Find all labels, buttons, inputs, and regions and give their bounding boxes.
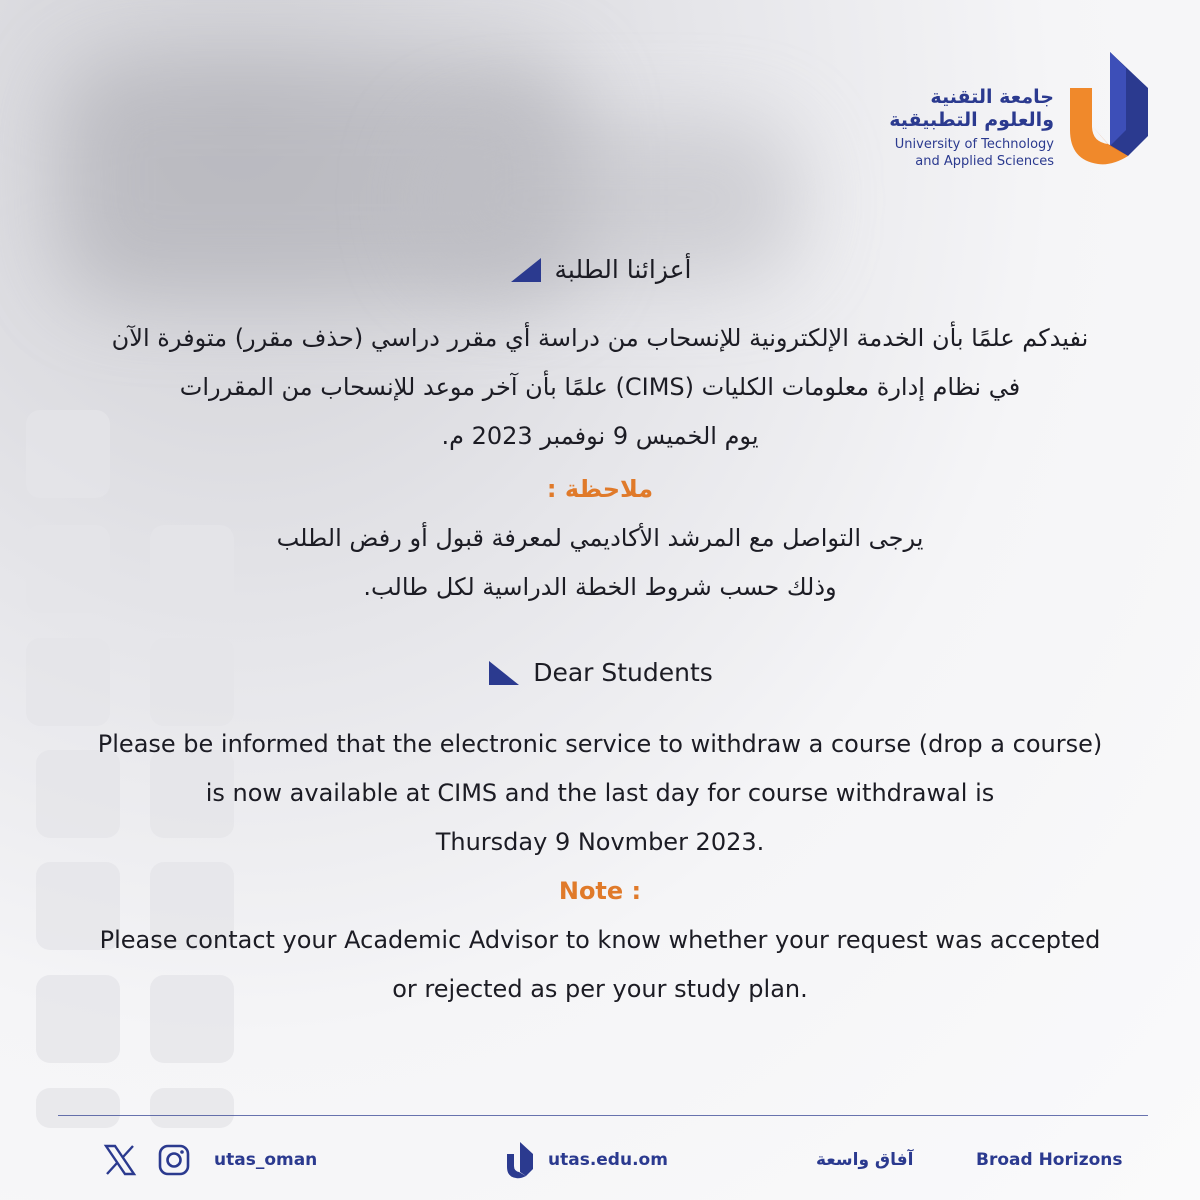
footer	[0, 1140, 1200, 1180]
arabic-body-line: يوم الخميس 9 نوفمبر 2023 م.	[441, 422, 759, 450]
english-body-line: Please be informed that the electronic service to withdraw a course (drop a course)	[97, 730, 1103, 758]
english-body-line: Thursday 9 Novmber 2023.	[435, 828, 765, 856]
english-body	[0, 720, 1200, 867]
utas-small-logo-icon	[505, 1140, 535, 1180]
utas-logo-icon	[1068, 50, 1150, 168]
arabic-note-label: ملاحظة :	[546, 475, 654, 503]
footer-divider	[58, 1115, 1148, 1116]
english-body-line: is now available at CIMS and the last day for course withdrawal is	[205, 779, 995, 807]
arabic-note-line: وذلك حسب شروط الخطة الدراسية لكل طالب.	[363, 573, 837, 601]
instagram-icon[interactable]	[157, 1140, 191, 1180]
arabic-body	[0, 314, 1200, 461]
arabic-body-line: نفيدكم علمًا بأن الخدمة الإلكترونية للإنسحاب من دراسة أي مقرر دراسي (حذف مقرر) متوفرة الآن	[111, 324, 1089, 352]
triangle-bullet-icon	[509, 256, 543, 284]
english-note-body	[0, 916, 1200, 1014]
website-link[interactable]: utas.edu.om	[548, 1150, 668, 1170]
english-greeting-text: Dear Students	[533, 658, 713, 687]
slogan-ar: آفاق واسعة	[816, 1150, 914, 1170]
social-handle[interactable]: utas_oman	[214, 1150, 318, 1170]
english-note-line: Please contact your Academic Advisor to know whether your request was accepted	[99, 926, 1101, 954]
logo-name-en-line1: University of Technology	[894, 137, 1054, 152]
x-twitter-icon[interactable]	[102, 1140, 138, 1180]
arabic-note-line: يرجى التواصل مع المرشد الأكاديمي لمعرفة قبول أو رفض الطلب	[276, 524, 924, 552]
university-logo	[889, 50, 1150, 170]
arabic-greeting	[0, 255, 1200, 284]
background-tile	[36, 1088, 120, 1128]
logo-name-ar-line1: جامعة التقنية	[930, 86, 1054, 108]
logo-name-ar-line2: والعلوم التطبيقية	[889, 109, 1054, 131]
slogan-en: Broad Horizons	[976, 1150, 1123, 1170]
english-note-line: or rejected as per your study plan.	[392, 975, 808, 1003]
english-note-label: Note :	[558, 877, 642, 905]
arabic-body-line: في نظام إدارة معلومات الكليات (CIMS) علمًا بأن آخر موعد للإنسحاب من المقررات	[179, 373, 1021, 401]
english-greeting	[0, 658, 1200, 687]
arabic-note-body	[0, 514, 1200, 612]
triangle-bullet-icon	[487, 659, 521, 687]
background-tile	[150, 1088, 234, 1128]
logo-text	[889, 50, 1054, 170]
arabic-greeting-text: أعزائنا الطلبة	[554, 255, 692, 284]
logo-name-en-line2: and Applied Sciences	[915, 154, 1054, 169]
